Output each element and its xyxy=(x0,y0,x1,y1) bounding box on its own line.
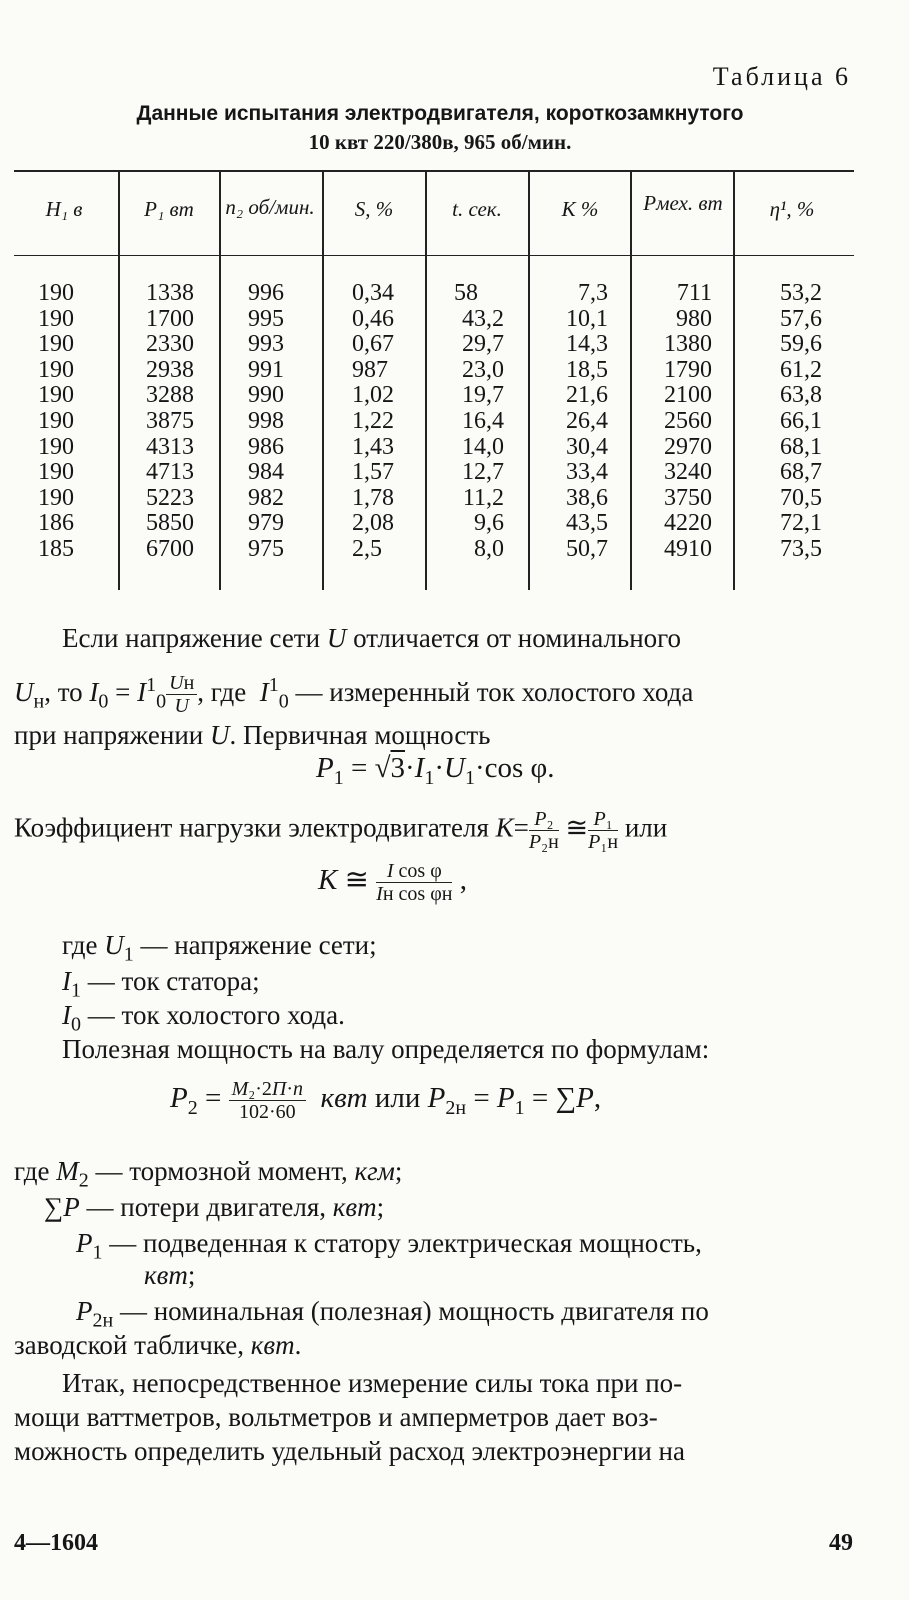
column-mech-power xyxy=(660,281,712,563)
table-cell: 1338 xyxy=(146,280,194,306)
table-cell: 66,1 xyxy=(780,407,822,434)
definition-line: где $M_2$ — тормозной момент, кгм; xyxy=(14,1156,403,1192)
header-voltage: Н₁ в xyxy=(45,197,83,221)
table-cell: 6700 xyxy=(146,535,194,562)
table-cell: 190 xyxy=(38,484,74,511)
table-cell: 72,1 xyxy=(780,510,822,537)
table-cell: 1380 xyxy=(664,331,712,358)
formula-useful-power: $P_2$ = $\frac{\text{M₂·2П·n}}{102\cdot 60}$ квт или $P_{2н} = P_1 = \sum P$, xyxy=(170,1078,602,1123)
table-cell: 984 xyxy=(248,459,284,486)
definition-line: квт; xyxy=(144,1260,196,1290)
table-cell: 23,0 xyxy=(462,356,504,383)
table-cell: 996 xyxy=(248,280,284,306)
header-mech-power: Рмех. вт xyxy=(643,191,723,215)
definition-line: ∑P — потери двигателя, квт; xyxy=(44,1192,385,1222)
definition-line: $P_{2н}$ — номинальная (полезная) мощность двигателя по xyxy=(76,1296,709,1332)
table-cell: 4313 xyxy=(146,433,194,460)
table-cell: 1700 xyxy=(146,305,194,332)
table-number: Таблица 6 xyxy=(712,62,851,91)
caption-line-2: 10 квт 220/380в, 965 об/мин. xyxy=(308,130,572,154)
table-cell: 993 xyxy=(248,331,284,358)
table-cell: 190 xyxy=(38,382,74,409)
table-cell: 33,4 xyxy=(566,459,608,486)
table-cell: 190 xyxy=(38,433,74,460)
column-divider xyxy=(733,172,735,590)
table-cell: 190 xyxy=(38,459,74,486)
table-cell: 38,6 xyxy=(566,484,608,511)
table-cell: 5223 xyxy=(146,484,194,511)
table-cell: 19,7 xyxy=(462,382,504,409)
table-cell: 2560 xyxy=(664,407,712,434)
table-cell: 43,2 xyxy=(462,305,504,332)
table-cell: 2970 xyxy=(664,433,712,460)
table-cell: 21,6 xyxy=(566,382,608,409)
table-cell: 711 xyxy=(676,280,712,306)
column-divider xyxy=(322,172,324,590)
table-cell: 190 xyxy=(38,280,74,306)
table-cell: 11,2 xyxy=(462,484,504,511)
table-top-rule xyxy=(14,170,854,172)
column-load xyxy=(556,281,608,563)
column-efficiency xyxy=(768,281,822,563)
table-cell: 190 xyxy=(38,331,74,358)
table-cell: 986 xyxy=(248,433,284,460)
column-divider xyxy=(118,172,120,590)
table-cell: 29,7 xyxy=(462,331,504,358)
definition-line: $I_1$ — ток статора; xyxy=(62,966,260,1002)
table-cell: 63,8 xyxy=(780,382,822,409)
paragraph-line: Итак, непосредственное измерение силы тока при по- xyxy=(62,1368,683,1398)
table-cell: 5850 xyxy=(146,510,194,537)
column-divider xyxy=(219,172,221,590)
table-cell: 68,1 xyxy=(780,433,822,460)
table-cell: 995 xyxy=(248,305,284,332)
table-cell: 0,34 xyxy=(352,280,394,306)
formula-primary-power: $P_1 = √3\cdot I_1\cdot U_1\cdot\cos$ φ. xyxy=(316,752,555,789)
table-cell: 3288 xyxy=(146,382,194,409)
column-power xyxy=(146,281,194,563)
column-speed xyxy=(248,281,284,563)
header-speed: n₂ об/мин. xyxy=(225,195,315,219)
table-cell: 1,78 xyxy=(352,484,394,511)
page-number: 49 xyxy=(829,1530,853,1556)
definition-line: $P_1$ — подведенная к статору электрическая мощность, xyxy=(76,1228,702,1264)
table-cell: 14,0 xyxy=(462,433,504,460)
table-cell: 982 xyxy=(248,484,284,511)
table-cell: 1,02 xyxy=(352,382,394,409)
header-time: t. сек. xyxy=(452,197,502,221)
table-cell: 59,6 xyxy=(780,331,822,358)
formula-load-factor: K ≅ $\frac{\text{I cos φ}}{\text{Iн cos φн}}$ , xyxy=(318,860,467,905)
table-cell: 30,4 xyxy=(566,433,608,460)
header-efficiency: η¹, % xyxy=(769,197,815,221)
table-cell: 3875 xyxy=(146,407,194,434)
table-cell: 68,7 xyxy=(780,459,822,486)
table-header-rule xyxy=(14,255,854,256)
column-time xyxy=(454,281,504,563)
table-cell: 9,6 xyxy=(474,510,504,537)
definition-line: заводской табличке, квт. xyxy=(14,1330,302,1360)
table-cell: 61,2 xyxy=(780,356,822,383)
paragraph-line: можность определить удельный расход электроэнергии на xyxy=(14,1436,685,1466)
table-cell: 10,1 xyxy=(566,305,608,332)
header-load: К % xyxy=(561,197,599,221)
caption-line-1: Данные испытания электродвигателя, короткозамкнутого xyxy=(136,102,744,125)
table-cell: 987 xyxy=(352,356,388,383)
table-cell: 0,67 xyxy=(352,331,394,358)
table-cell: 190 xyxy=(38,407,74,434)
table-cell: 4713 xyxy=(146,459,194,486)
column-divider xyxy=(630,172,632,590)
table-cell: 975 xyxy=(248,535,284,562)
header-power: Р₁ вт xyxy=(144,197,194,221)
table-cell: 991 xyxy=(248,356,284,383)
table-cell: 0,46 xyxy=(352,305,394,332)
table-cell: 2938 xyxy=(146,356,194,383)
table-cell: 186 xyxy=(38,510,74,537)
column-voltage xyxy=(38,281,74,563)
table-cell: 18,5 xyxy=(566,356,608,383)
table-cell: 57,6 xyxy=(780,305,822,332)
paragraph-line: Полезная мощность на валу определяется по формулам: xyxy=(62,1034,710,1064)
table-cell: 7,3 xyxy=(578,280,608,306)
table-cell: 50,7 xyxy=(566,535,608,562)
definition-line: где $U_1$ — напряжение сети; xyxy=(62,930,377,966)
table-cell: 1790 xyxy=(664,356,712,383)
table-cell: 2,08 xyxy=(352,510,394,537)
paragraph-line: Коэффициент нагрузки электродвигателя K= $\frac{\text{P₂}}{\text{P₂н}}$ ≅ $\frac{\text{P₁}}{\text{P₁н}}$ или xyxy=(14,808,668,853)
table-cell: 979 xyxy=(248,510,284,537)
table-cell: 1,43 xyxy=(352,433,394,460)
table-cell: 190 xyxy=(38,356,74,383)
paragraph-line: $U_н$, то $I_0 = I^1_0$ $\frac{Uн}{U}$ , где $I^1_0$ — измеренный ток холостого хода xyxy=(14,672,694,718)
table-cell: 26,4 xyxy=(566,407,608,434)
table-cell: 980 xyxy=(676,305,712,332)
table-cell: 4220 xyxy=(664,510,712,537)
table-cell: 998 xyxy=(248,407,284,434)
definition-line: $I_0$ — ток холостого хода. xyxy=(62,1000,345,1036)
table-cell: 3240 xyxy=(664,459,712,486)
table-cell: 73,5 xyxy=(780,535,822,562)
table-cell: 2330 xyxy=(146,331,194,358)
table-cell: 2,5 xyxy=(352,535,382,562)
table-cell: 70,5 xyxy=(780,484,822,511)
table-cell: 990 xyxy=(248,382,284,409)
table-cell: 58 xyxy=(454,280,478,306)
paragraph-line: мощи ваттметров, вольтметров и амперметров дает воз- xyxy=(14,1402,658,1432)
table-cell: 8,0 xyxy=(474,535,504,562)
table-cell: 43,5 xyxy=(566,510,608,537)
table-cell: 4910 xyxy=(664,535,712,562)
column-divider xyxy=(528,172,530,590)
paragraph-line: при напряжении U. Первичная мощность xyxy=(14,720,491,750)
table-cell: 3750 xyxy=(664,484,712,511)
table-cell: 53,2 xyxy=(780,280,822,306)
table-caption xyxy=(60,100,820,156)
table-cell: 14,3 xyxy=(566,331,608,358)
table-cell: 1,57 xyxy=(352,459,394,486)
table-cell: 185 xyxy=(38,535,74,562)
table-cell: 2100 xyxy=(664,382,712,409)
signature-mark: 4—1604 xyxy=(14,1530,98,1556)
column-slip xyxy=(352,281,394,563)
table-cell: 1,22 xyxy=(352,407,394,434)
table-cell: 12,7 xyxy=(462,459,504,486)
header-slip: S, % xyxy=(354,197,394,221)
table-cell: 16,4 xyxy=(462,407,504,434)
column-divider xyxy=(425,172,427,590)
paragraph-line: Если напряжение сети U отличается от номинального xyxy=(62,623,682,653)
table-cell: 190 xyxy=(38,305,74,332)
